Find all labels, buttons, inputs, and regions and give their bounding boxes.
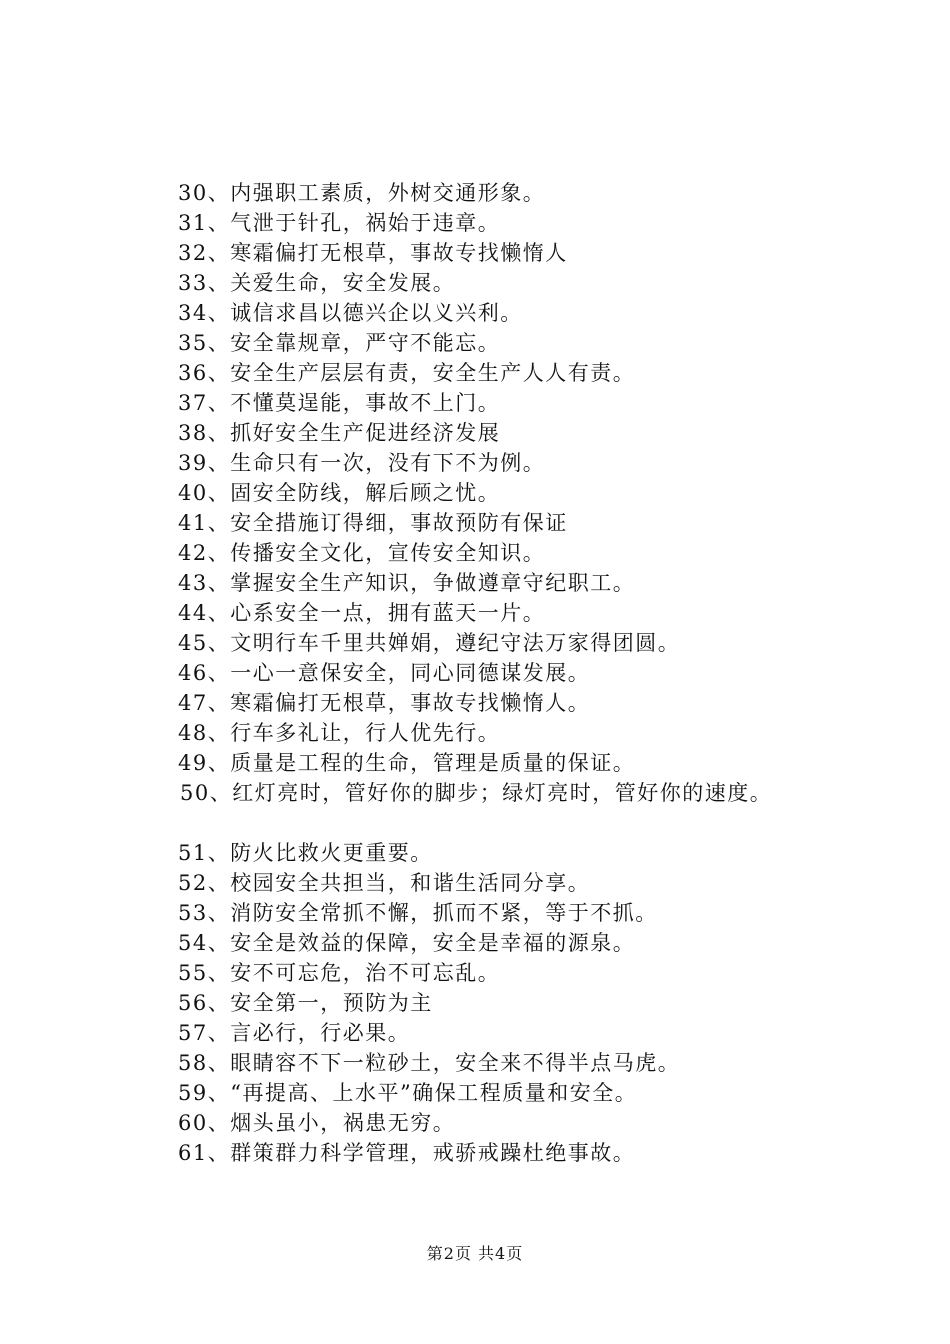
list-item: 41、安全措施订得细，事故预防有保证 (178, 511, 568, 535)
page-indicator: 第2页 共4页 (426, 1244, 524, 1263)
list-item: 31、气泄于针孔，祸始于违章。 (178, 211, 501, 235)
list-item: 57、言必行，行必果。 (178, 1021, 411, 1045)
list-item: 60、烟头虽小，祸患无穷。 (178, 1111, 456, 1135)
list-item: 52、校园安全共担当，和谐生活同分享。 (178, 871, 591, 895)
list-item: 36、安全生产层层有责，安全生产人人有责。 (178, 361, 636, 385)
list-item: 35、安全靠规章，严守不能忘。 (178, 331, 501, 355)
list-item: 50、红灯亮时，管好你的脚步；绿灯亮时，管好你的速度。 (180, 781, 773, 805)
list-item: 46、一心一意保安全，同心同德谋发展。 (178, 661, 591, 685)
list-item: 44、心系安全一点，拥有蓝天一片。 (178, 601, 546, 625)
list-item: 33、关爱生命，安全发展。 (178, 271, 456, 295)
slogan-list (178, 178, 898, 1168)
page-footer (0, 1243, 950, 1265)
list-item: 51、防火比救火更重要。 (178, 841, 433, 865)
list-item: 38、抓好安全生产促进经济发展 (178, 421, 501, 445)
list-item: 53、消防安全常抓不懈，抓而不紧，等于不抓。 (178, 901, 658, 925)
list-item: 34、诚信求昌以德兴企以义兴利。 (178, 301, 523, 325)
list-item: 49、质量是工程的生命，管理是质量的保证。 (178, 751, 636, 775)
list-item: 32、寒霜偏打无根草，事故专找懒惰人 (178, 241, 568, 265)
list-item: 54、安全是效益的保障，安全是幸福的源泉。 (178, 931, 636, 955)
list-item: 59、“再提高、上水平”确保工程质量和安全。 (178, 1081, 638, 1105)
list-item: 55、安不可忘危，治不可忘乱。 (178, 961, 501, 985)
list-item: 56、安全第一，预防为主 (178, 991, 433, 1015)
list-item: 37、不懂莫逞能，事故不上门。 (178, 391, 501, 415)
list-item: 40、固安全防线，解后顾之忧。 (178, 481, 501, 505)
list-item: 61、群策群力科学管理，戒骄戒躁杜绝事故。 (178, 1141, 636, 1165)
list-item: 58、眼睛容不下一粒砂土，安全来不得半点马虎。 (178, 1051, 681, 1075)
list-item: 45、文明行车千里共婵娟，遵纪守法万家得团圆。 (178, 631, 681, 655)
list-item: 42、传播安全文化，宣传安全知识。 (178, 541, 546, 565)
list-item: 48、行车多礼让，行人优先行。 (178, 721, 501, 745)
list-item: 30、内强职工素质，外树交通形象。 (178, 181, 546, 205)
list-item: 39、生命只有一次，没有下不为例。 (178, 451, 546, 475)
list-item: 43、掌握安全生产知识，争做遵章守纪职工。 (178, 571, 636, 595)
list-item: 47、寒霜偏打无根草，事故专找懒惰人。 (178, 691, 591, 715)
